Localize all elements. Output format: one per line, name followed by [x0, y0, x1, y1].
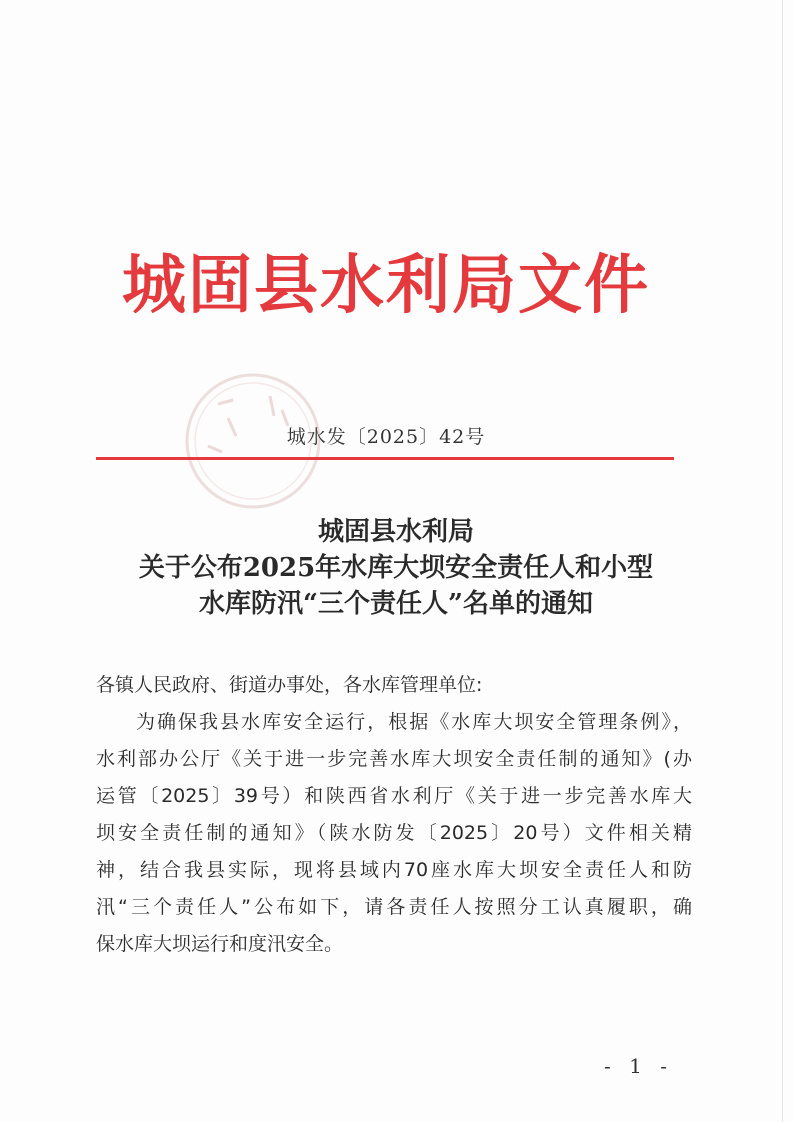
paragraph-line: 汛“三个责任人”公布如下，请各责任人按照分工认真履职，确 — [96, 896, 692, 918]
paragraph-line: 运管〔2025〕39号）和陕西省水利厅《关于进一步完善水库大 — [96, 785, 692, 807]
red-header-rule — [96, 457, 674, 460]
paragraph-line: 神，结合我县实际，现将县域内70座水库大坝安全责任人和防 — [96, 859, 692, 881]
paragraph-line: 为确保我县水库安全运行，根据《水库大坝安全管理条例》， — [136, 711, 692, 733]
notice-body — [96, 667, 692, 963]
paragraph-line: 水利部办公厅《关于进一步完善水库大坝安全责任制的通知》(办 — [96, 748, 692, 770]
page-number: - 1 - — [604, 1054, 673, 1078]
notice-title-line: 城固县水利局 — [317, 517, 474, 547]
notice-title-line: 水库防汛“三个责任人”名单的通知 — [199, 589, 593, 619]
notice-title-line: 关于公布2025年水库大坝安全责任人和小型 — [138, 553, 654, 583]
page-edge-line — [782, 0, 783, 1122]
document-number: 城水发〔2025〕42号 — [286, 426, 486, 448]
paragraph-line: 保水库大坝运行和度汛安全。 — [96, 933, 344, 955]
notice-title — [76, 514, 716, 622]
paragraph-line: 坝安全责任制的通知》（陕水防发〔2025〕20号）文件相关精 — [96, 822, 692, 844]
document-header-title: 城固县水利局文件 — [122, 249, 650, 323]
salutation: 各镇人民政府、街道办事处，各水库管理单位: — [96, 674, 483, 696]
